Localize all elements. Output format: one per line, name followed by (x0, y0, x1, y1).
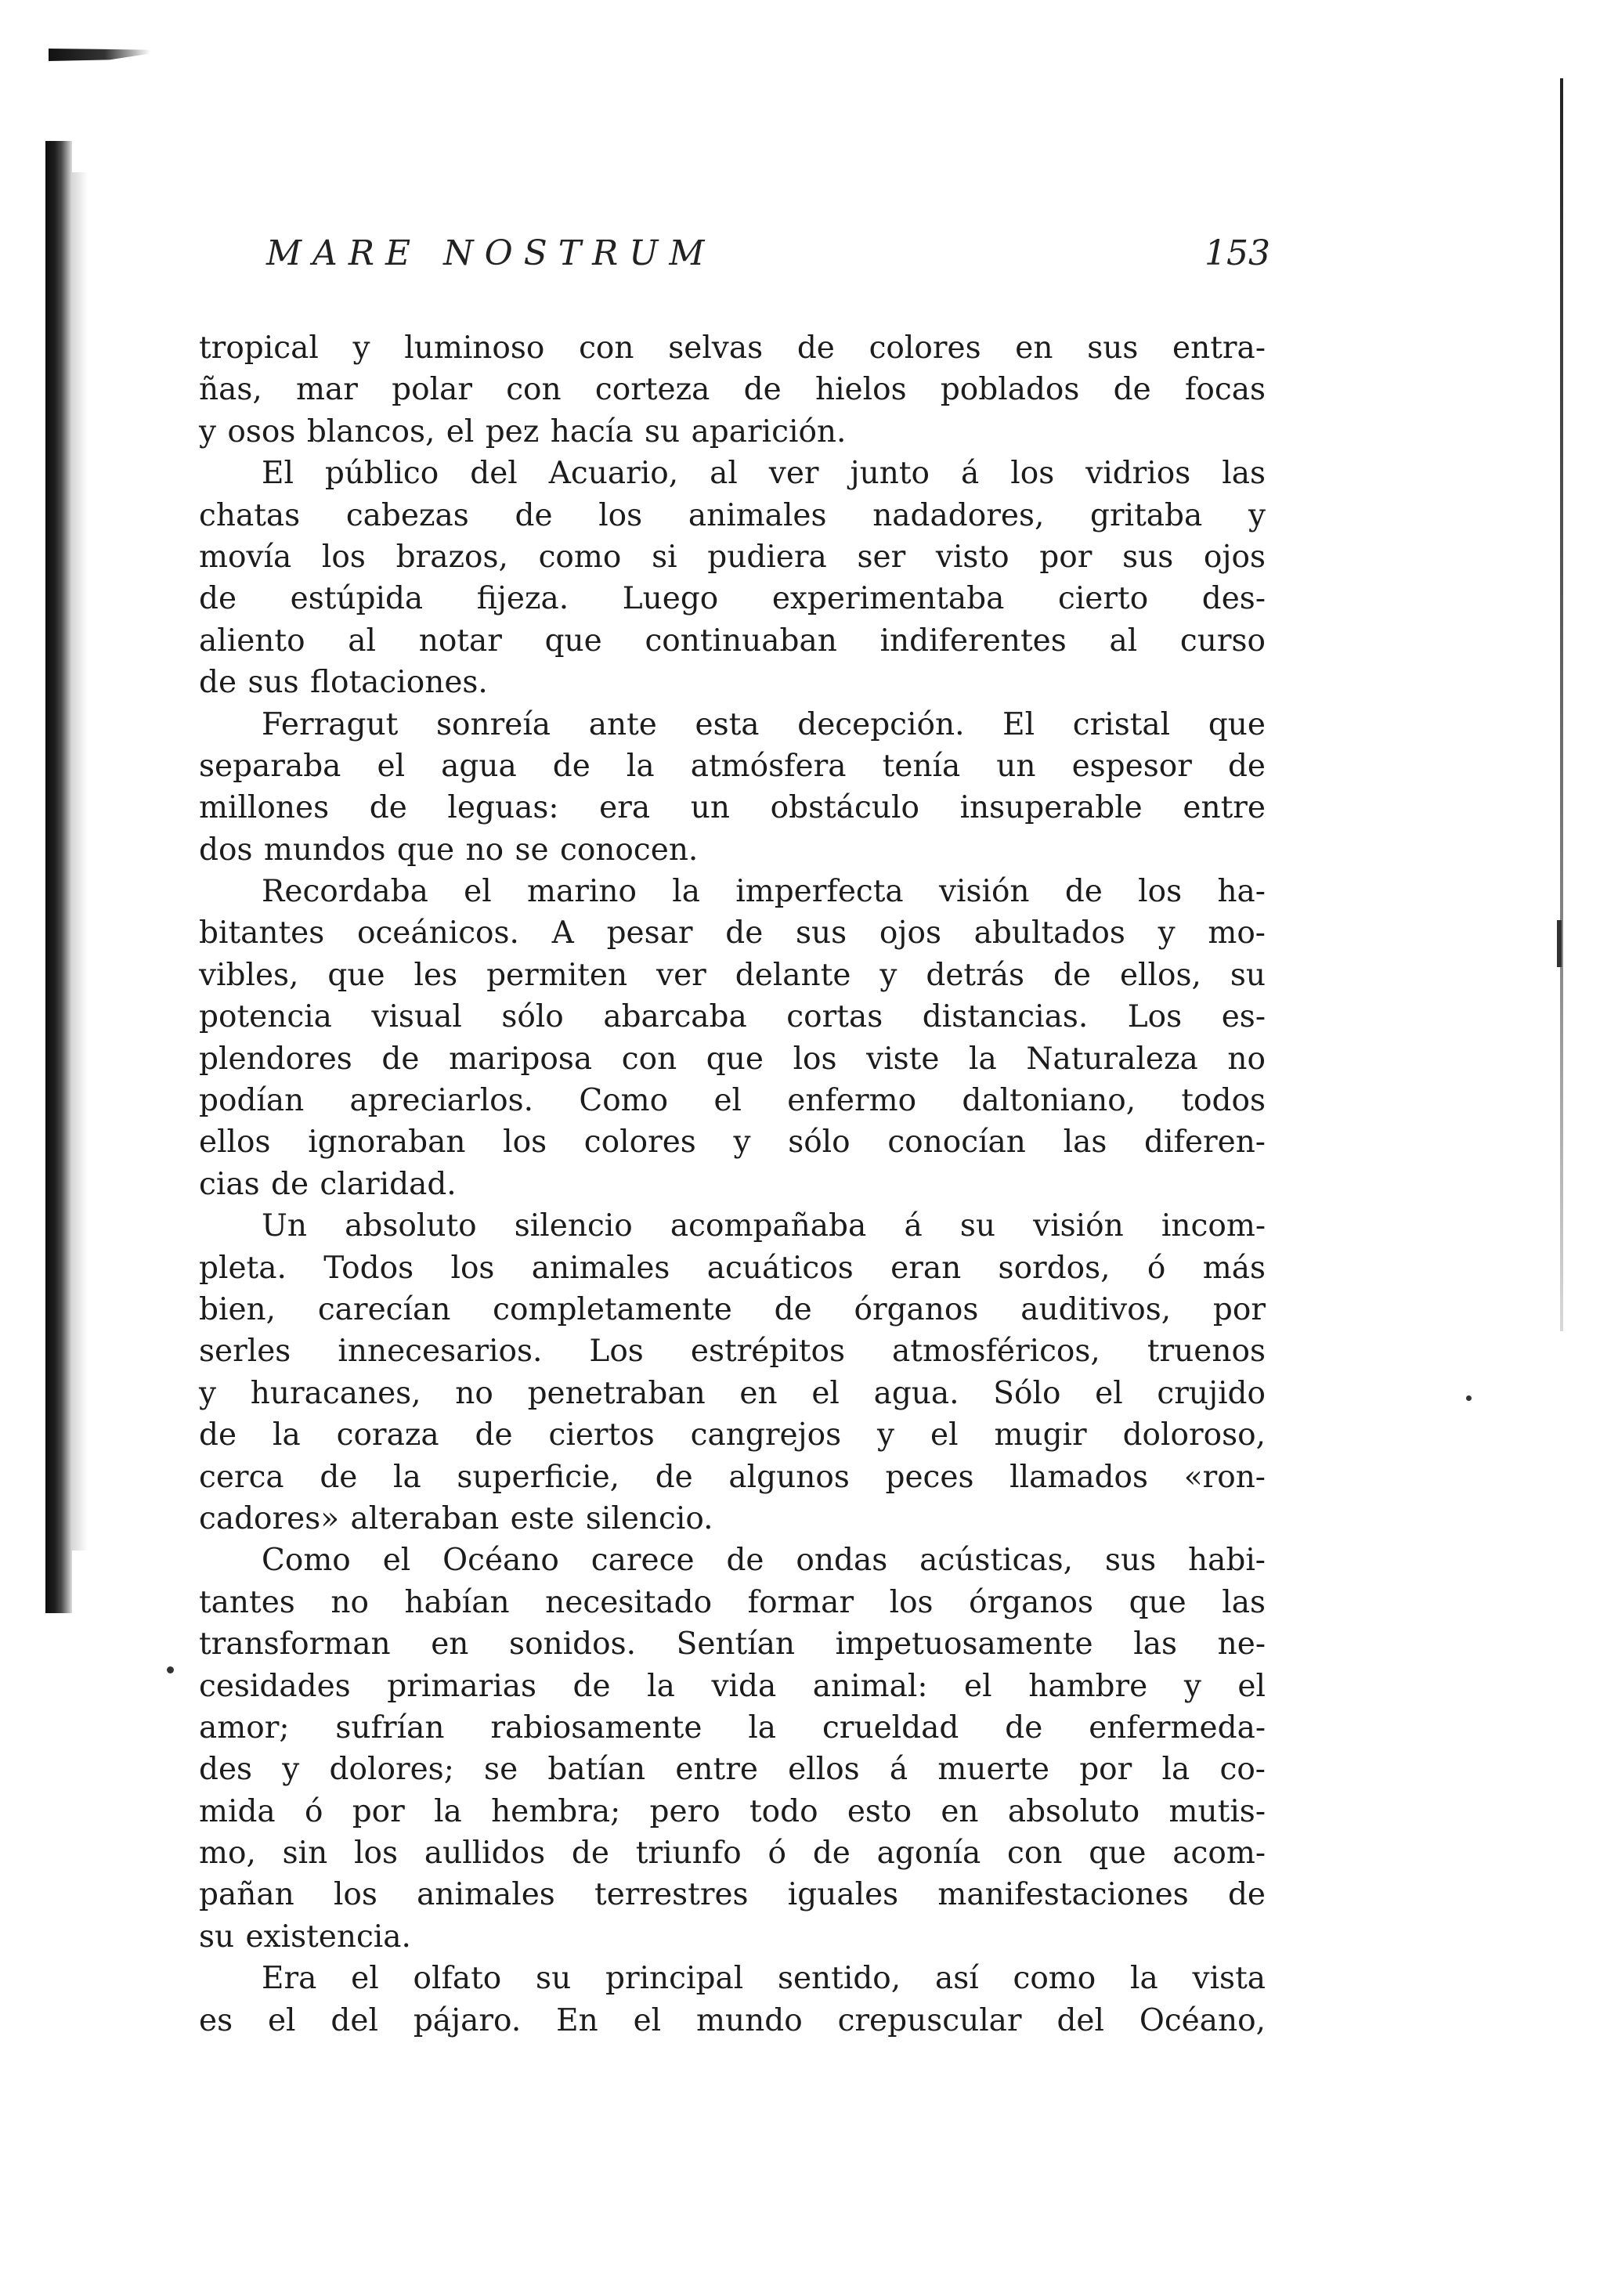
text-line: chatas cabezas de los animales nadadores, gritaba y (199, 497, 1266, 533)
text-line: amor; sufrían rabiosamente la crueldad de enfermeda- (199, 1709, 1266, 1745)
running-title: MARE NOSTRUM (266, 233, 716, 273)
paragraph-first-line: Era el olfato su principal sentido, así como la vista (262, 1961, 1266, 1997)
text-line: des y dolores; se batían entre ellos á muerte por la co- (199, 1752, 1266, 1788)
paragraph-first-line: Ferragut sonreía ante esta decepción. El cristal que (262, 706, 1266, 742)
text-line: podían apreciarlos. Como el enfermo daltoniano, todos (199, 1083, 1266, 1119)
text-line: su existencia. (199, 1919, 411, 1955)
paragraph-first-line: Recordaba el marino la imperfecta visión de los ha- (262, 874, 1266, 910)
text-line: cesidades primarias de la vida animal: el hambre y el (199, 1668, 1266, 1704)
text-line: de sus flotaciones. (199, 665, 488, 701)
paragraph-first-line: El público del Acuario, al ver junto á los vidrios las (262, 456, 1266, 492)
text-line: de estúpida fijeza. Luego experimentaba cierto des- (199, 581, 1266, 617)
ink-speck (167, 1666, 174, 1673)
text-line: cias de claridad. (199, 1166, 457, 1202)
text-line: de la coraza de ciertos cangrejos y el mugir doloroso, (199, 1417, 1266, 1453)
text-line: ellos ignoraban los colores y sólo conocían las diferen- (199, 1125, 1266, 1161)
text-line: pañan los animales terrestres iguales manifestaciones de (199, 1877, 1266, 1913)
scan-artifact-top (49, 49, 150, 61)
running-head (266, 232, 1270, 279)
text-line: es el del pájaro. En el mundo crepuscular del Océano, (199, 2002, 1266, 2038)
text-line: potencia visual sólo abarcaba cortas distancias. Los es- (199, 999, 1266, 1035)
scan-edge-right (1560, 78, 1563, 1331)
text-line: bien, carecían completamente de órganos auditivos, por (199, 1291, 1266, 1327)
text-line: separaba el agua de la atmósfera tenía un espesor de (199, 748, 1266, 784)
scan-edge-right-mark (1557, 920, 1562, 967)
text-line: dos mundos que no se conocen. (199, 832, 699, 868)
text-line: pleta. Todos los animales acuáticos eran sordos, ó más (199, 1250, 1266, 1286)
text-line: cerca de la superficie, de algunos peces llamados «ron- (199, 1459, 1266, 1495)
text-line: plendores de mariposa con que los viste la Naturaleza no (199, 1041, 1266, 1077)
text-line: y osos blancos, el pez hacía su aparición. (199, 413, 847, 449)
paragraph-first-line: Como el Océano carece de ondas acústicas, sus habi- (262, 1543, 1266, 1579)
text-line: ñas, mar polar con corteza de hielos poblados de focas (199, 372, 1266, 408)
page-number: 153 (1204, 233, 1270, 273)
paragraph-first-line: Un absoluto silencio acompañaba á su visión incom- (262, 1208, 1266, 1244)
scan-edge-left (45, 141, 72, 1613)
text-line: mida ó por la hembra; pero todo esto en absoluto mutis- (199, 1793, 1266, 1829)
ink-speck (1466, 1395, 1472, 1401)
text-line: tantes no habían necesitado formar los órganos que las (199, 1584, 1266, 1620)
text-line: millones de leguas: era un obstáculo insuperable entre (199, 790, 1266, 826)
text-line: cadores» alteraban este silencio. (199, 1500, 713, 1536)
text-line: transforman en sonidos. Sentían impetuosamente las ne- (199, 1626, 1266, 1662)
text-line: bitantes oceánicos. A pesar de sus ojos abultados y mo- (199, 915, 1266, 951)
text-line: mo, sin los aullidos de triunfo ó de agonía con que acom- (199, 1836, 1266, 1872)
text-line: tropical y luminoso con selvas de colores en sus entra- (199, 330, 1266, 366)
text-line: aliento al notar que continuaban indiferentes al curso (199, 623, 1266, 659)
text-line: y huracanes, no penetraban en el agua. Sólo el crujido (199, 1375, 1266, 1411)
text-line: vibles, que les permiten ver delante y detrás de ellos, su (199, 957, 1266, 993)
text-line: movía los brazos, como si pudiera ser visto por sus ojos (199, 539, 1266, 575)
text-line: serles innecesarios. Los estrépitos atmosféricos, truenos (199, 1334, 1266, 1370)
body-text (199, 327, 1266, 2041)
scan-edge-shadow (72, 172, 88, 1551)
